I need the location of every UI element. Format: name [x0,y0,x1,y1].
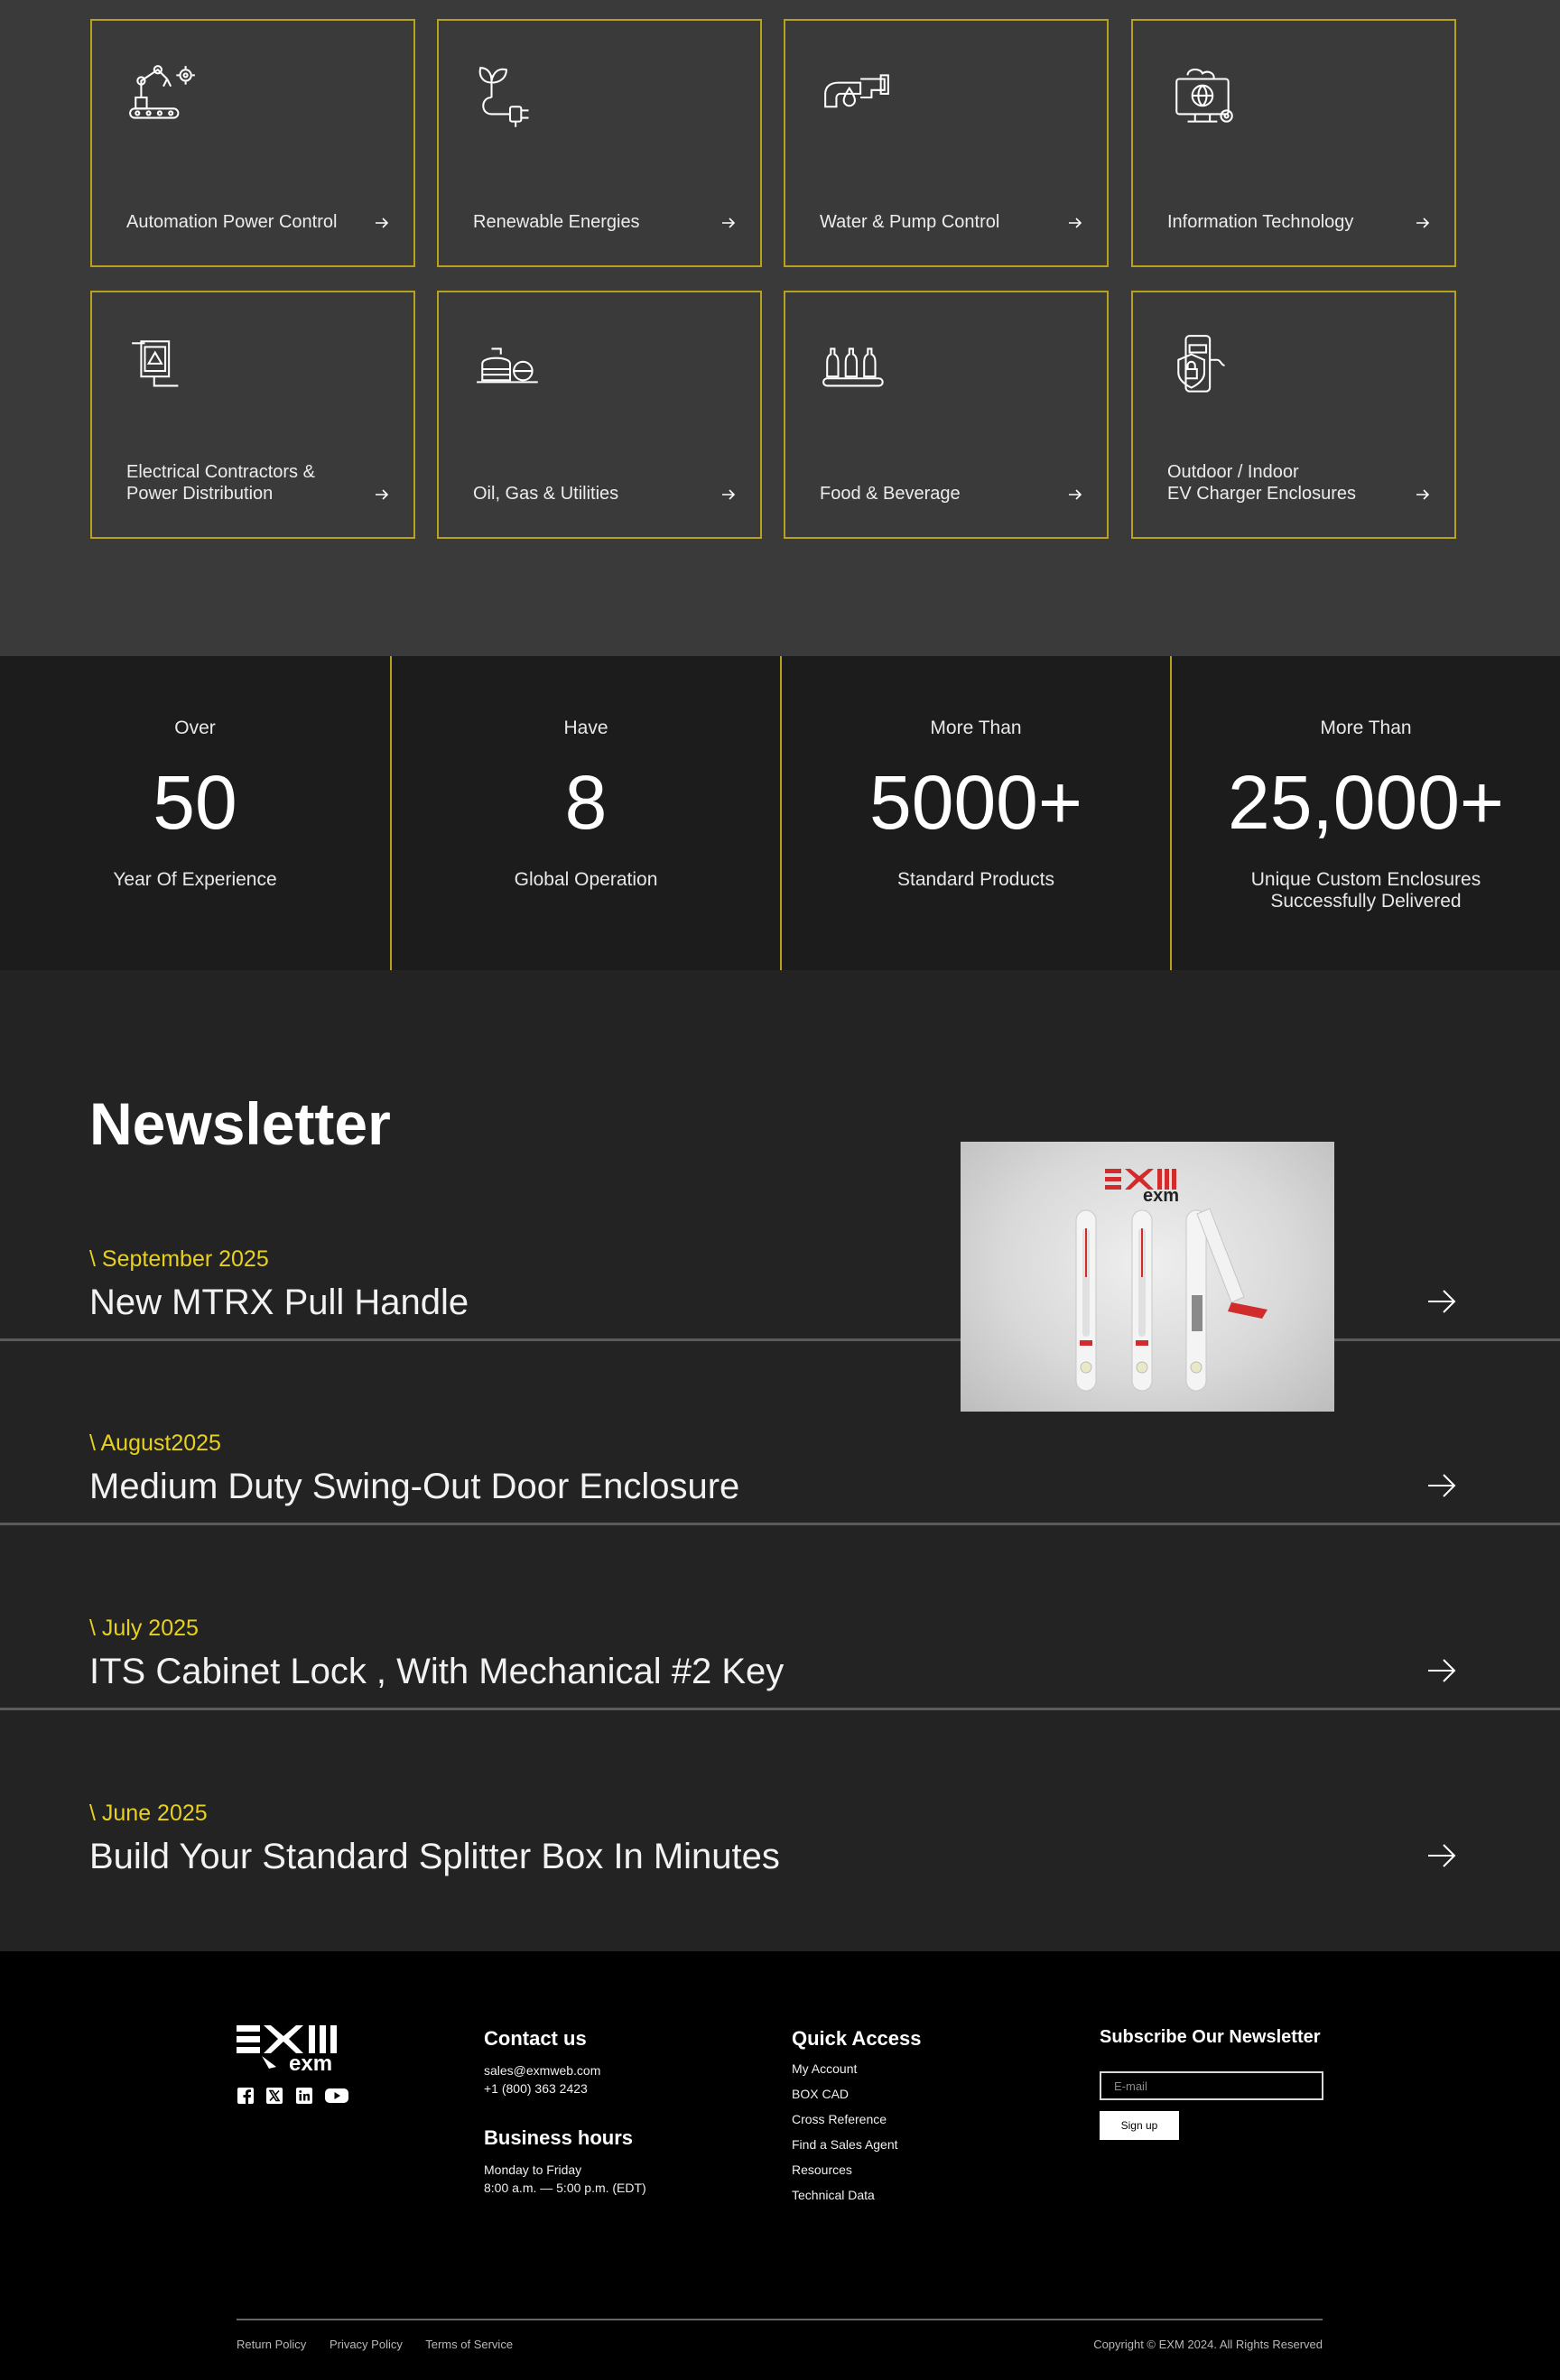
svg-text:exm: exm [289,2051,333,2074]
arrow-right-icon [374,486,390,503]
x-icon[interactable] [265,2087,283,2105]
divider [0,1523,1560,1525]
footer-link-my-account[interactable]: My Account [792,2061,858,2076]
electrical-panel-icon [126,332,200,406]
industry-label: Electrical Contractors & Power Distribution [126,462,315,504]
stat-experience [0,656,390,970]
exm-logo[interactable] [237,2023,356,2074]
industry-label: Outdoor / Indoor EV Charger Enclosures [1167,462,1356,504]
industry-card-water[interactable] [784,19,1109,267]
signup-button[interactable]: Sign up [1100,2111,1179,2140]
stat-caption: Unique Custom Enclosures Successfully Delivered [1250,869,1481,912]
subscribe-heading: Subscribe Our Newsletter [1100,2027,1321,2047]
legal-links [237,2338,533,2351]
industry-card-oil-gas[interactable] [437,291,762,539]
industry-card-renewable[interactable] [437,19,762,267]
email-field[interactable] [1100,2071,1323,2100]
newsletter-date: \ July 2025 [89,1616,199,1641]
arrow-right-icon [720,486,737,503]
footer-link-resources[interactable]: Resources [792,2162,852,2177]
youtube-icon[interactable] [324,2087,349,2105]
arrow-right-icon [1067,486,1083,503]
arrow-right-icon [1415,486,1431,503]
newsletter-heading: Newsletter [89,1090,391,1157]
industry-label: Oil, Gas & Utilities [473,484,619,504]
industry-card-ev[interactable] [1131,291,1456,539]
footer-link-box-cad[interactable]: BOX CAD [792,2087,850,2101]
plant-plug-icon [473,60,547,134]
industry-label: Food & Beverage [820,484,961,504]
hours-time: 8:00 a.m. — 5:00 p.m. (EDT) [484,2181,646,2195]
stat-number: 50 [153,760,237,845]
footer-link-sales-agent[interactable]: Find a Sales Agent [792,2137,898,2152]
footer-link-technical-data[interactable]: Technical Data [792,2188,875,2202]
industry-card-food[interactable] [784,291,1109,539]
stat-prefix: More Than [930,718,1022,738]
industry-label: Renewable Energies [473,212,640,232]
privacy-policy-link[interactable]: Privacy Policy [329,2338,403,2351]
newsletter-item[interactable] [0,1754,1560,1938]
globe-monitor-icon [1167,60,1241,134]
linkedin-icon[interactable] [295,2087,313,2105]
newsletter-item[interactable] [0,1569,1560,1753]
hours-days: Monday to Friday [484,2162,582,2177]
site-footer [0,1951,1560,2380]
stat-number: 5000+ [869,760,1082,845]
contact-column [484,2027,646,2197]
newsletter-title[interactable]: Medium Duty Swing-Out Door Enclosure [89,1467,740,1506]
industry-card-it[interactable] [1131,19,1456,267]
stat-operations [390,656,780,970]
exm-logo [1105,1169,1179,1206]
footer-link-cross-reference[interactable]: Cross Reference [792,2112,887,2126]
newsletter-section [0,970,1560,1951]
terms-link[interactable]: Terms of Service [425,2338,514,2351]
industry-label: Water & Pump Control [820,212,1000,232]
stat-caption: Standard Products [897,869,1054,890]
newsletter-date: \ June 2025 [89,1801,208,1826]
stat-enclosures [1170,656,1560,970]
facebook-icon[interactable] [237,2087,255,2105]
newsletter-title[interactable]: New MTRX Pull Handle [89,1283,469,1322]
stat-number: 8 [564,760,608,845]
return-policy-link[interactable]: Return Policy [237,2338,307,2351]
industries-section [0,0,1560,656]
newsletter-title[interactable]: Build Your Standard Splitter Box In Minutes [89,1837,780,1876]
industry-label: Information Technology [1167,212,1354,232]
industry-card-automation[interactable] [90,19,415,267]
water-pipe-icon [820,60,894,134]
newsletter-date: \ September 2025 [89,1246,269,1272]
arrow-right-icon [720,215,737,231]
contact-phone[interactable]: +1 (800) 363 2423 [484,2081,588,2096]
stat-prefix: More Than [1320,718,1412,738]
svg-text:exm: exm [1143,1186,1180,1206]
newsletter-date: \ August2025 [89,1431,221,1456]
industry-label: Automation Power Control [126,212,338,232]
arrow-right-icon[interactable] [1426,1840,1457,1871]
contact-heading: Contact us [484,2027,587,2050]
arrow-right-icon [1067,215,1083,231]
stat-prefix: Over [174,718,216,738]
arrow-right-icon[interactable] [1426,1655,1457,1686]
stat-products [780,656,1170,970]
arrow-right-icon[interactable] [1426,1470,1457,1501]
hours-heading: Business hours [484,2126,634,2149]
divider [0,1708,1560,1710]
social-links [237,2087,357,2107]
contact-email[interactable]: sales@exmweb.com [484,2063,601,2078]
robot-arm-icon [126,60,200,134]
newsletter-preview-image [961,1142,1334,1412]
stat-number: 25,000+ [1228,760,1504,845]
gas-tank-icon [473,332,547,406]
arrow-right-icon[interactable] [1426,1286,1457,1317]
newsletter-title[interactable]: ITS Cabinet Lock , With Mechanical #2 Key [89,1652,785,1691]
industry-card-electrical[interactable] [90,291,415,539]
arrow-right-icon [1415,215,1431,231]
arrow-right-icon [374,215,390,231]
divider [237,2319,1323,2320]
quick-access-column [792,2027,922,2208]
stat-prefix: Have [563,718,608,738]
subscribe-column [1100,2027,1323,2140]
bottle-conveyor-icon [820,332,894,406]
stat-caption: Global Operation [514,869,658,890]
stat-caption: Year Of Experience [113,869,277,890]
stats-section [0,656,1560,970]
ev-charger-icon [1167,332,1241,406]
copyright: Copyright © EXM 2024. All Rights Reserved [1093,2338,1323,2351]
quick-access-heading: Quick Access [792,2027,922,2050]
